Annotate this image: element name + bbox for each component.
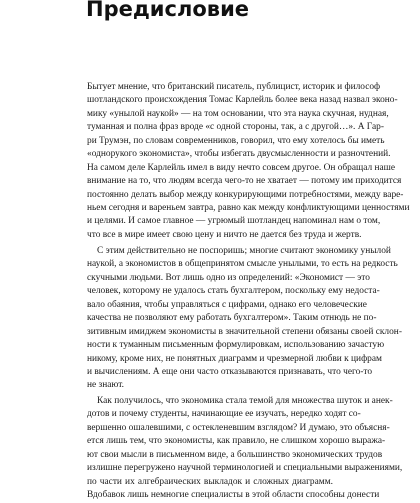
- text-line: вершенно ошалевшими, с остекленевшим взглядом? И думаю, это объясня-: [87, 422, 390, 433]
- text-line: скучными людьми. Вот лишь одно из определений: «Экономист — это: [87, 272, 370, 283]
- text-line: зитивным имиджем экономисты в значительной степени обязаны своей склон-: [87, 326, 402, 337]
- text-line: На самом деле Карлейль имел в виду нечто совсем другое. Он обращал наше: [87, 162, 396, 173]
- text-line: наукой, а экономистов в общепринятом смысле унылыми, то есть на редкость: [87, 259, 398, 270]
- text-line: шотландского происхождения Томас Карлейль более века назад назвал эконо-: [87, 95, 398, 106]
- text-line: мику «унылой наукой» — на том основании, что эта наука скучная, нудная,: [87, 108, 389, 119]
- paragraph: [87, 395, 403, 503]
- text-line: и целями. И самое главное — угрюмый шотландец напоминал нам о том,: [87, 216, 381, 227]
- text-line: туманная и полна фраз вроде «с одной стороны, так, а с другой…». А Гар-: [87, 122, 384, 133]
- text-line: «однорукого экономиста», чтобы избегать двусмысленности и разночтений.: [87, 149, 391, 160]
- text-line: постоянно делать выбор между конкурирующими потребностями, между варе-: [87, 189, 404, 200]
- paragraph: [87, 81, 410, 242]
- text-line: Вдобавок лишь немногие специалисты в этой области способны донести: [87, 490, 380, 501]
- text-line: что все в мире имеет свою цену и ничто не дается без труда и жертв.: [87, 229, 362, 240]
- text-line: вало обаяния, чтобы управляться с цифрами, однако его человеческие: [87, 299, 367, 310]
- page-title: Предисловие: [86, 0, 250, 21]
- text-line: ют свои мысли в письменном виде, а большинство экономических трудов: [87, 449, 383, 460]
- text-line: ности к туманным письменным формулировкам, использованию зачастую: [87, 340, 385, 351]
- text-line: Бытует мнение, что британский писатель, публицист, историк и философ: [87, 82, 381, 92]
- text-line: никому, кроме них, не понятных диаграмм и чрезмерной любви к цифрам: [87, 353, 382, 364]
- text-line: внимание на то, что людям всегда чего-то не хватает — потому им приходится: [87, 176, 402, 187]
- text-line: ется лишь тем, что экономисты, как правило, не слишком хорошо выража-: [87, 436, 386, 447]
- text-line: и вычислениям. А еще они часто отказываются признавать, что чего-то: [87, 366, 373, 377]
- text-line: качества не позволяют ему работать бухгалтером». Таким отнюдь не по-: [87, 313, 377, 324]
- text-line: ри Трумэн, по словам современников, говорил, что ему хотелось бы иметь: [87, 135, 385, 146]
- text-line: человек, которому не удалось стать бухгалтером, поскольку ему недоста-: [87, 286, 380, 297]
- text-line: излишне перегружено научной терминологией и специальными выражениями,: [87, 463, 403, 474]
- text-line: по части их алгебраических выкладок и сложных диаграмм.: [87, 476, 333, 487]
- text-line: С этим действительно не поспоришь; многие считают экономику унылой: [97, 246, 391, 256]
- text-line: Как получилось, что экономика стала темой для множества шуток и анек-: [97, 396, 393, 406]
- text-line: не знают.: [87, 380, 125, 391]
- text-line: дотов и почему студенты, начинающие ее изучать, нередко ходят со-: [87, 409, 361, 420]
- paragraph: [87, 245, 402, 393]
- text-line: ньем сегодня и вареньем завтра, равно как между конфликтующими ценностями: [87, 202, 410, 213]
